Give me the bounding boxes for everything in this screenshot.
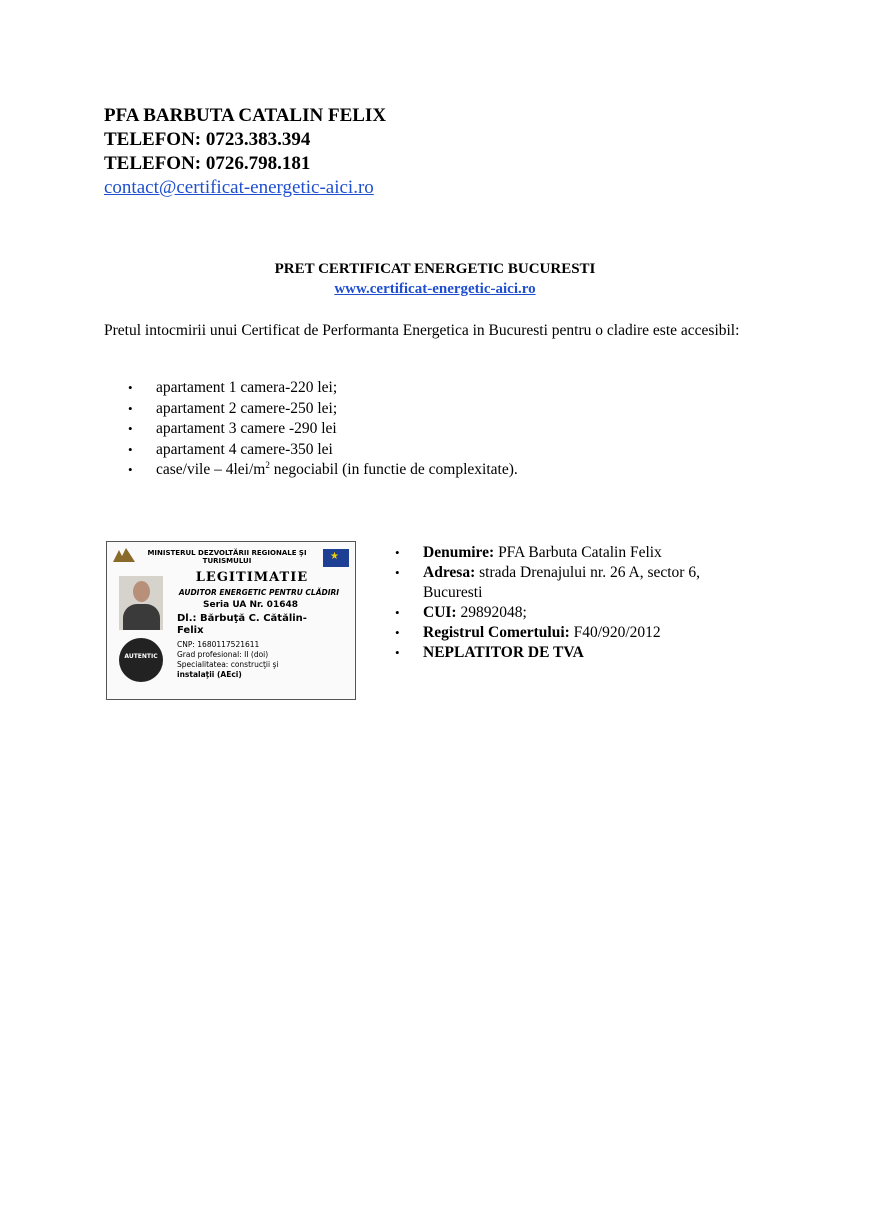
- list-item: • apartament 3 camere -290 lei: [104, 419, 518, 440]
- phone-1: TELEFON: 0723.383.394: [104, 129, 311, 150]
- list-item: • apartament 2 camere-250 lei;: [104, 399, 518, 420]
- list-item: • apartament 1 camera-220 lei;: [104, 378, 518, 399]
- card-cnp: CNP: 1680117521611: [177, 640, 260, 649]
- auditor-id-card: [106, 541, 356, 700]
- stamp-icon: AUTENTIC: [119, 638, 163, 682]
- card-name-line1: Dl.: Bărbuţă C. Cătălin-: [177, 613, 307, 624]
- card-grad: Grad profesional: II (doi): [177, 650, 269, 659]
- card-spec-2: instalaţii (AEci): [177, 670, 242, 679]
- list-item: [370, 623, 753, 643]
- phone-2: TELEFON: 0726.798.181: [104, 153, 311, 174]
- list-item: [370, 603, 753, 623]
- price-house-a: case/vile – 4lei/m: [156, 461, 266, 478]
- list-item: [370, 543, 753, 563]
- card-serie: Seria UA Nr. 01648: [203, 600, 298, 610]
- info-label: Registrul Comertului:: [423, 624, 570, 641]
- company-name: PFA BARBUTA CATALIN FELIX: [104, 105, 387, 126]
- tva-status: NEPLATITOR DE TVA: [423, 644, 584, 661]
- info-value: 29892048;: [456, 604, 527, 621]
- card-spec-1: Specialitatea: construcţii şi: [177, 660, 279, 669]
- price-list: [104, 378, 518, 481]
- price-house-sup: 2: [265, 459, 270, 470]
- page-title: [0, 259, 870, 299]
- info-value: F40/920/2012: [569, 624, 661, 641]
- card-auditor: AUDITOR ENERGETIC PENTRU CLĂDIRI: [178, 588, 340, 597]
- card-details: [177, 640, 278, 680]
- info-value: strada Drenajului nr. 26 A, sector 6, Bucuresti: [423, 564, 700, 601]
- price-house-b: negociabil (in functie de complexitate).: [269, 461, 518, 478]
- website-link[interactable]: www.certificat-energetic-aici.ro: [334, 281, 536, 297]
- title-heading: PRET CERTIFICAT ENERGETIC BUCURESTI: [274, 261, 596, 277]
- list-item: • apartament 4 camere-350 lei: [104, 440, 518, 461]
- portrait-photo: [119, 576, 163, 630]
- list-item: [370, 643, 753, 663]
- card-legitimatie: LEGITIMATIE: [195, 570, 309, 585]
- info-label: Adresa:: [423, 564, 476, 581]
- company-info-list: [370, 543, 753, 663]
- list-item: [104, 460, 518, 481]
- company-header: [104, 104, 386, 200]
- email-link[interactable]: contact@certificat-energetic-aici.ro: [104, 177, 374, 198]
- ministry-logo-icon: [113, 548, 135, 562]
- card-name: [177, 613, 307, 637]
- info-label: CUI:: [423, 604, 457, 621]
- intro-text: Pretul intocmirii unui Certificat de Performanta Energetica in Bucuresti pentru o cladire este accesibil:: [104, 322, 740, 339]
- eu-flag-icon: ★: [323, 549, 349, 567]
- info-value: PFA Barbuta Catalin Felix: [494, 544, 662, 561]
- card-ministry: MINISTERUL DEZVOLTĂRII REGIONALE ŞI TURISMULUI: [147, 549, 307, 565]
- info-label: Denumire:: [423, 544, 495, 561]
- card-name-line2: Felix: [177, 625, 204, 636]
- list-item: [370, 563, 753, 603]
